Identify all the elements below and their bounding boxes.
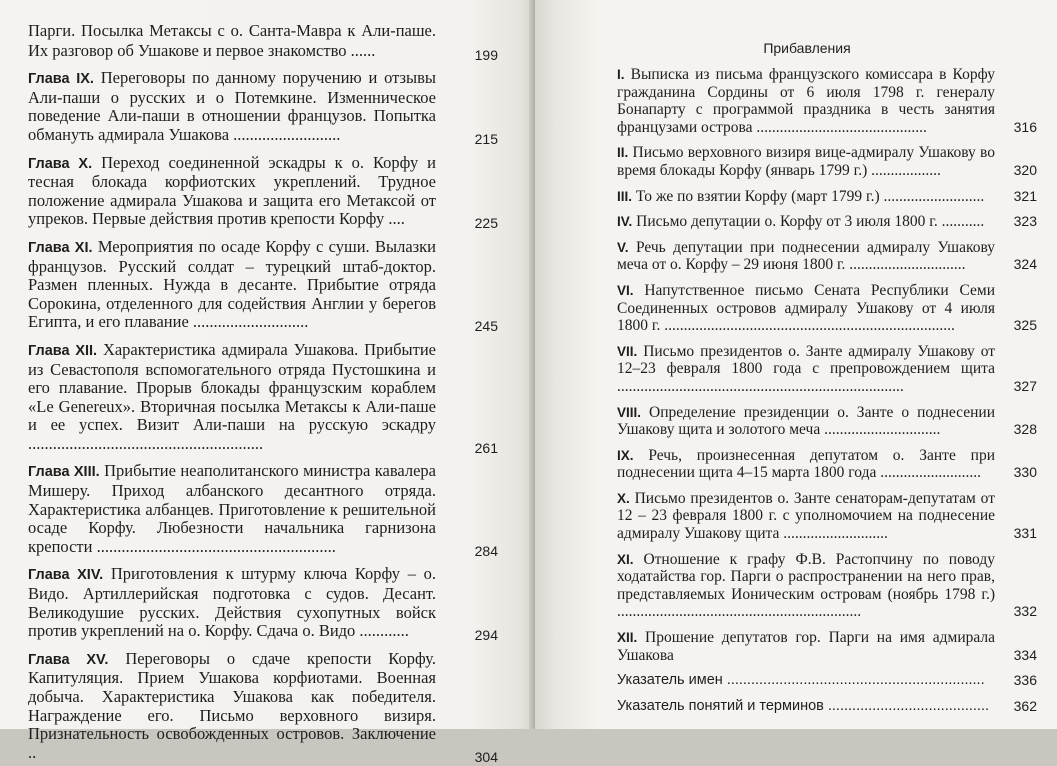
toc-entry <box>617 551 1037 621</box>
entry-text <box>617 551 995 621</box>
page-number: 321 <box>1013 187 1037 204</box>
page-number: 320 <box>1013 161 1037 178</box>
chapter-label: Глава X. <box>28 155 93 172</box>
appendix-label: V. <box>617 239 629 255</box>
toc-entry <box>28 650 498 763</box>
page-number: 330 <box>1013 464 1037 481</box>
chapter-label: Глава XIV. <box>28 567 104 584</box>
toc-entry-terms-index <box>617 698 1037 716</box>
toc-entry <box>28 152 498 232</box>
page-number: 225 <box>474 215 498 232</box>
entry-text <box>28 238 436 332</box>
page-number: 332 <box>1013 603 1037 620</box>
toc-entry <box>28 564 498 644</box>
entry-description: Переговоры по данному поручению и отзывы Али-паши о русских и о Потемкине. Изменническое поведение Али-паши в отношении французов. Попытка обмануть адмирала Ушакова .......................... <box>28 68 436 144</box>
page-number: 323 <box>1013 213 1037 230</box>
entry-text <box>617 188 995 206</box>
entry-description: Мероприятия по осаде Корфу с суши. Вылазки французов. Русский солдат – турецкий штаб-доктор. Размен пленных. Нужда в десанте. Прибытие отряда Сорокина, отделенного для содействия Англии у берегов Египта, и его плавание ............................ <box>28 236 437 332</box>
entry-text <box>617 144 995 179</box>
entry-description: Указатель имен ................................................................ <box>617 672 985 689</box>
page-number: 284 <box>474 542 498 559</box>
appendix-label: XI. <box>617 551 634 567</box>
appendix-label: X. <box>617 490 630 506</box>
entry-text <box>28 565 436 640</box>
chapter-label: Глава IX. <box>28 71 94 88</box>
entry-description: Переговоры о сдаче крепости Корфу. Капитуляция. Прием Ушакова корфиотами. Военная добыча. Характеристика Ушакова как победителя. Награждение его. Письмо верховного визиря. Признательность освобожденных островов. Заключение .. <box>28 648 436 762</box>
entry-description: Приготовления к штурму ключа Корфу – о. Видо. Артиллерийская подготовка с судов. Десант. Великодушие русских. Действия сухопутных войск против укреплений на о. Корфу. Сдача о. Видо ............ <box>28 564 436 641</box>
entry-text <box>617 672 995 690</box>
entry-description: Речь, произнесенная депутатом о. Занте при поднесении щита 4–15 марта 1800 года .......................... <box>617 446 995 482</box>
entry-description: Речь депутации при поднесении адмиралу Ушакову меча от о. Корфу – 29 июня 1800 г. .............................. <box>617 238 996 274</box>
entry-text <box>617 282 995 335</box>
toc-entry <box>28 21 498 63</box>
page-number: 304 <box>474 748 498 765</box>
entry-description: Напутственное письмо Сената Республики Семи Соединенных островов адмиралу Ушакову от 4 июля 1800 г. ........................................................................... <box>617 281 995 335</box>
entry-description: Переход соединенной эскадры к о. Корфу и тесная блокада корфиотских укреплений. Трудное положение адмирала Ушакова и защита его Метаксой от упреков. Первые действия против крепости Корфу .... <box>28 152 436 229</box>
chapter-label: Глава XI. <box>28 239 93 256</box>
page-number: 316 <box>1013 118 1037 135</box>
entry-description: Письмо депутации о. Корфу от 3 июля 1800 г. ........... <box>636 213 985 231</box>
entry-text <box>617 239 995 274</box>
entry-text <box>617 698 995 716</box>
toc-entry <box>28 461 498 559</box>
toc-entry <box>617 213 1037 231</box>
toc-entry <box>617 188 1037 206</box>
right-page <box>535 0 1057 729</box>
entry-text <box>617 66 995 136</box>
page-number: 294 <box>474 627 498 644</box>
entry-description: Отношение к графу Ф.В. Растопчину по поводу ходатайства гор. Парги о распространении на него прав, представляемых Ионическим островам (ноябрь 1798 г.) ............................................................... <box>617 550 995 621</box>
entry-description: Прошение депутатов гор. Парги на имя адмирала Ушакова <box>617 629 996 664</box>
entry-description: Характеристика адмирала Ушакова. Прибытие из Севастополя вспомогательного отряда Пустошкина и его плавание. Прорыв блокады французским кораблем «Le Genereux». Вторичная посылка Метаксы к Али-паше и ее успех. Визит Али-паши на русскую эскадру ......................................................... <box>28 339 436 453</box>
appendix-label: XII. <box>617 630 638 646</box>
appendix-label: I. <box>617 67 625 82</box>
page-number: 327 <box>1013 377 1037 394</box>
page-number: 331 <box>1013 525 1037 542</box>
entry-description: Письмо президентов о. Занте адмиралу Ушакову от 12–23 февраля 1800 года с препровождением щита .......................................................................... <box>617 342 996 395</box>
toc-entry <box>28 68 498 147</box>
entry-description: Прибытие неаполитанского министра кавалера Мишеру. Приход албанского десантного отряда. Характеристика албанцев. Приготовление к решительной осаде Корфу. Любезности начальника гарнизона крепости .......................................................... <box>28 461 437 556</box>
entry-description: Выписка из письма французского комиссара в Корфу гражданина Сордины от 6 июля 1798 г. генералу Бонапарту с программой праздника в честь занятия французами острова ............................................ <box>617 66 995 136</box>
entry-text <box>28 341 436 454</box>
page-number: 199 <box>474 46 498 63</box>
toc-entry <box>617 239 1037 274</box>
appendix-label: VI. <box>617 282 634 298</box>
appendix-label: VIII. <box>617 404 642 420</box>
entry-description: Определение президенции о. Занте о поднесении Ушакову щита и золотого меча .............................. <box>617 403 995 439</box>
appendix-label: IV. <box>617 214 633 230</box>
toc-entry-name-index <box>617 672 1037 690</box>
page-number: 324 <box>1013 256 1037 273</box>
chapter-label: Глава XIII. <box>28 464 100 481</box>
appendix-label: III. <box>617 188 633 204</box>
page-number: 215 <box>474 130 498 147</box>
entry-text <box>617 213 995 231</box>
chapter-label: Глава XV. <box>28 651 109 668</box>
entry-text <box>617 490 995 543</box>
appendix-label: II. <box>617 145 629 161</box>
entry-text <box>617 629 995 664</box>
appendix-label: IX. <box>617 447 634 463</box>
entry-description: Парги. Посылка Метаксы с о. Санта-Мавра к Али-паше. Их разговор об Ушакове и первое знакомство ...... <box>28 21 436 60</box>
toc-entry <box>617 404 1037 439</box>
toc-entry <box>28 341 498 454</box>
page-number: 325 <box>1013 317 1037 334</box>
page-number: 362 <box>1013 697 1037 714</box>
toc-entry <box>617 282 1037 335</box>
toc-entry <box>617 66 1037 136</box>
page-number: 336 <box>1013 672 1037 689</box>
entry-description: Письмо президентов о. Занте сенаторам-депутатам от 12 – 23 февраля 1800 г. с уполномочием на поднесение адмиралу Ушакову щита ........................... <box>617 489 996 543</box>
entry-text <box>28 69 436 144</box>
entry-description: Указатель понятий и терминов ........................................ <box>617 697 990 714</box>
toc-entry <box>617 144 1037 179</box>
toc-entry <box>617 490 1037 543</box>
entry-text <box>617 343 995 396</box>
toc-entry <box>617 629 1037 664</box>
chapter-label: Глава XII. <box>28 342 98 359</box>
page-number: 261 <box>474 439 498 456</box>
page-number: 334 <box>1013 646 1037 663</box>
entry-text <box>617 404 995 439</box>
toc-entry <box>617 343 1037 396</box>
entry-description: То же по взятии Корфу (март 1799 г.) .......................... <box>635 187 985 205</box>
page-number: 328 <box>1013 421 1037 438</box>
page-number: 245 <box>474 318 498 335</box>
entry-text <box>28 462 436 556</box>
toc-entry <box>617 447 1037 482</box>
entry-text <box>28 22 436 60</box>
entry-text <box>28 154 436 229</box>
entry-description: Письмо верховного визиря вице-адмиралу Ушакову во время блокады Корфу (январь 1799 г.) .................. <box>617 144 996 179</box>
appendix-label: VII. <box>617 343 638 359</box>
appendix-title: Прибавления <box>763 40 851 56</box>
entry-text <box>28 650 436 763</box>
toc-entry <box>28 236 498 335</box>
entry-text <box>617 447 995 482</box>
